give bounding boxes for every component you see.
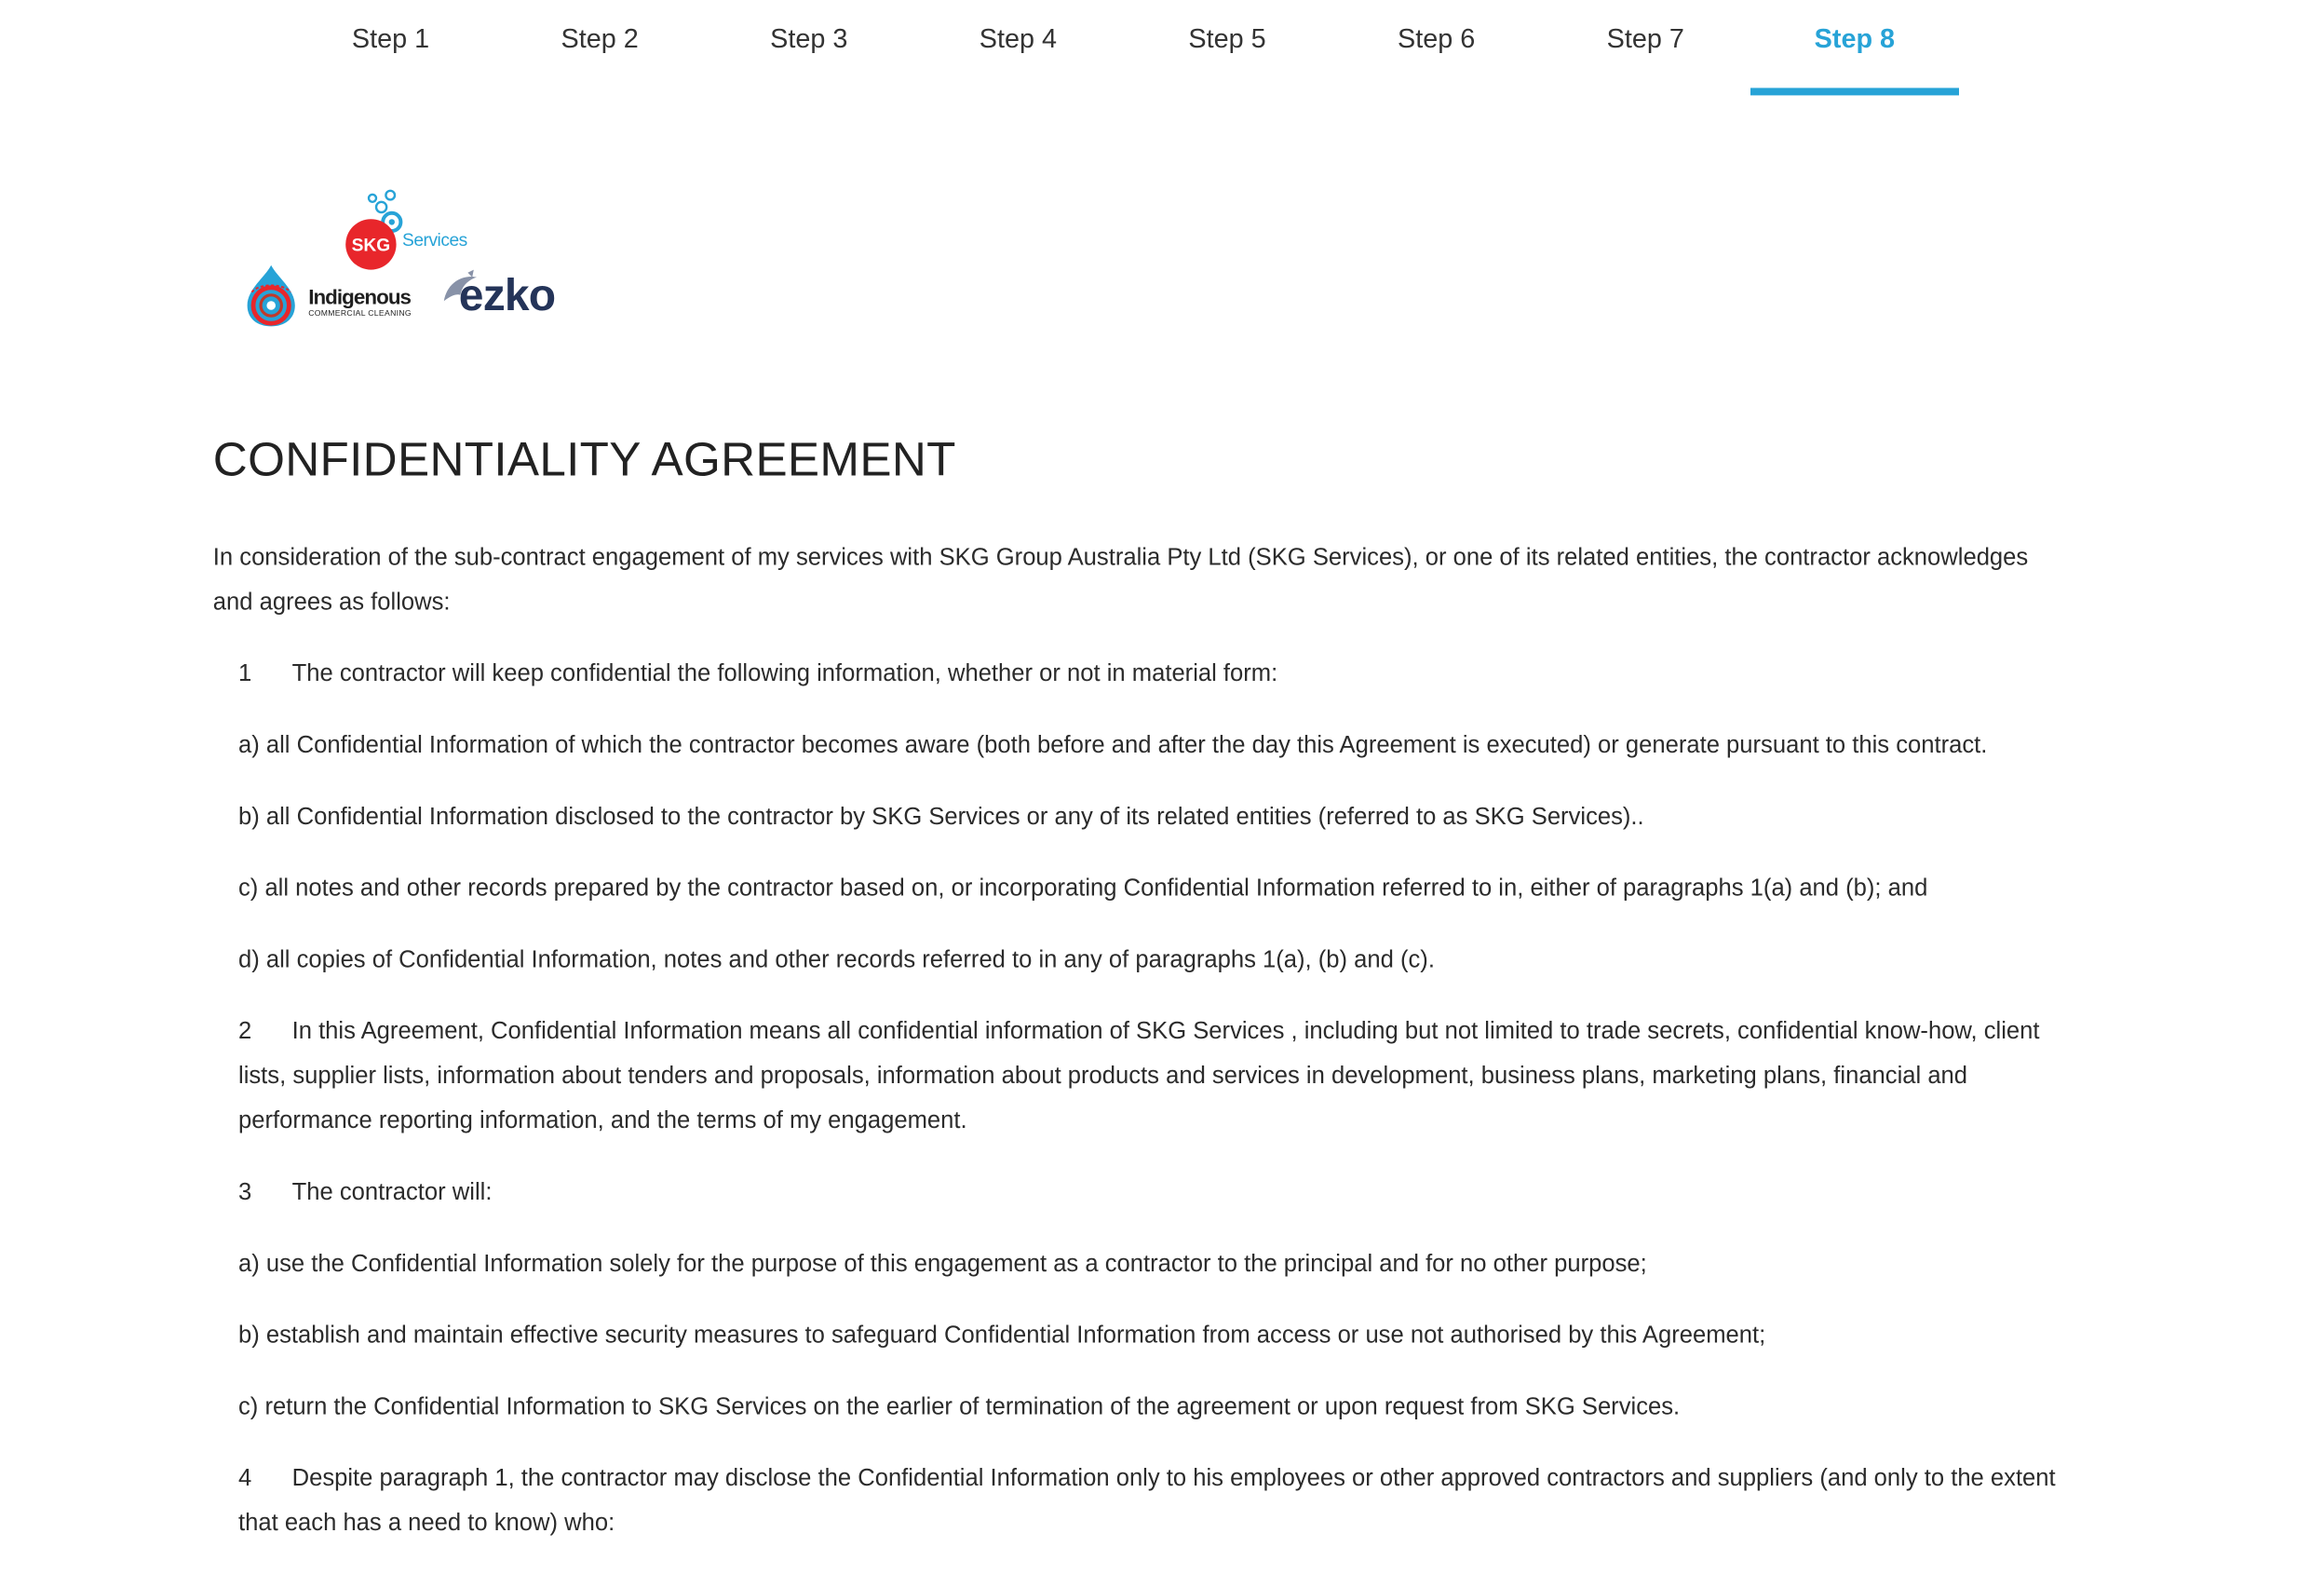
tab-step-2[interactable]: Step 2: [561, 22, 639, 53]
clause-1: [213, 653, 2061, 698]
tab-step-7[interactable]: Step 7: [1606, 22, 1684, 53]
page-title: CONFIDENTIALITY AGREEMENT: [212, 432, 956, 486]
clause-3-item-b: b) establish and maintain effective security measures to safeguard Confidential Information from access or use not authorised by this Agreement;: [238, 1323, 1766, 1349]
tab-step-3[interactable]: Step 3: [770, 22, 848, 53]
skg-badge-text: SKG: [351, 236, 391, 256]
clause-number: 4: [238, 1466, 252, 1492]
step-tabs: [286, 0, 1959, 95]
clause-number: 2: [238, 1019, 252, 1045]
clause-1-item-a: a) all Confidential Information of which the contractor becomes aware (both before and after the day this Agreement is executed) or generate pursuant to this contract.: [238, 733, 1988, 759]
clause-4: [213, 1458, 2061, 1547]
clause-3-item-c: c) return the Confidential Information to SKG Services on the earlier of termination of the agreement or upon request from SKG Services.: [238, 1394, 1681, 1420]
indigenous-wordmark: Indigenous: [308, 284, 412, 309]
intro-paragraph: In consideration of the sub-contract engagement of my services with SKG Group Australia Pty Ltd (SKG Services), or one of its related entities, the contractor acknowledges and agrees as follows:: [212, 545, 2029, 616]
clause-3-item-a: a) use the Confidential Information solely for the purpose of this engagement as a contractor to the principal and for no other purpose;: [238, 1252, 1647, 1278]
agreement-document: [213, 429, 2061, 1574]
clause-number: 3: [238, 1180, 252, 1206]
tab-step-1[interactable]: Step 1: [351, 22, 430, 53]
skg-services-wordmark: Services: [402, 229, 467, 251]
indigenous-subtitle: COMMERCIAL CLEANING: [308, 309, 412, 319]
clause-text: The contractor will:: [291, 1180, 493, 1206]
clause-text: The contractor will keep confidential the following information, whether or not in material form:: [291, 661, 1278, 687]
clause-1-item-d: d) all copies of Confidential Information, notes and other records referred to in any of paragraphs 1(a), (b) and (c).: [238, 947, 1435, 973]
clause-3: [213, 1172, 2061, 1216]
company-logos: [238, 176, 596, 340]
tab-step-4[interactable]: Step 4: [979, 22, 1058, 53]
clause-2: [213, 1011, 2061, 1145]
tab-step-5[interactable]: Step 5: [1188, 22, 1266, 53]
tab-step-6[interactable]: Step 6: [1398, 22, 1476, 53]
clause-number: 1: [238, 661, 252, 687]
ezko-wordmark: ezko: [458, 271, 556, 320]
clause-text: In this Agreement, Confidential Information means all confidential information of SKG Services , including but not limited to trade secrets, confidential know-how, client lists, supplier lists, information about tenders and proposals, information about products and services in development, business plans, marketing plans, financial and performance reporting information, and the terms of my engagement.: [238, 1019, 2040, 1134]
clause-1-item-b: b) all Confidential Information disclosed to the contractor by SKG Services or any of its related entities (referred to as SKG Services)..: [238, 805, 1644, 831]
skg-services-logo: [343, 182, 492, 271]
tab-step-8[interactable]: Step 8: [1750, 0, 1960, 95]
clause-text: Despite paragraph 1, the contractor may disclose the Confidential Information only to his employees or other approved contractors and suppliers (and only to the extent that each has a need to know) who:: [238, 1466, 2056, 1537]
clause-1-item-c: c) all notes and other records prepared by the contractor based on, or incorporating Confidential Information referred to in, either of paragraphs 1(a) and (b); and: [238, 875, 1928, 902]
